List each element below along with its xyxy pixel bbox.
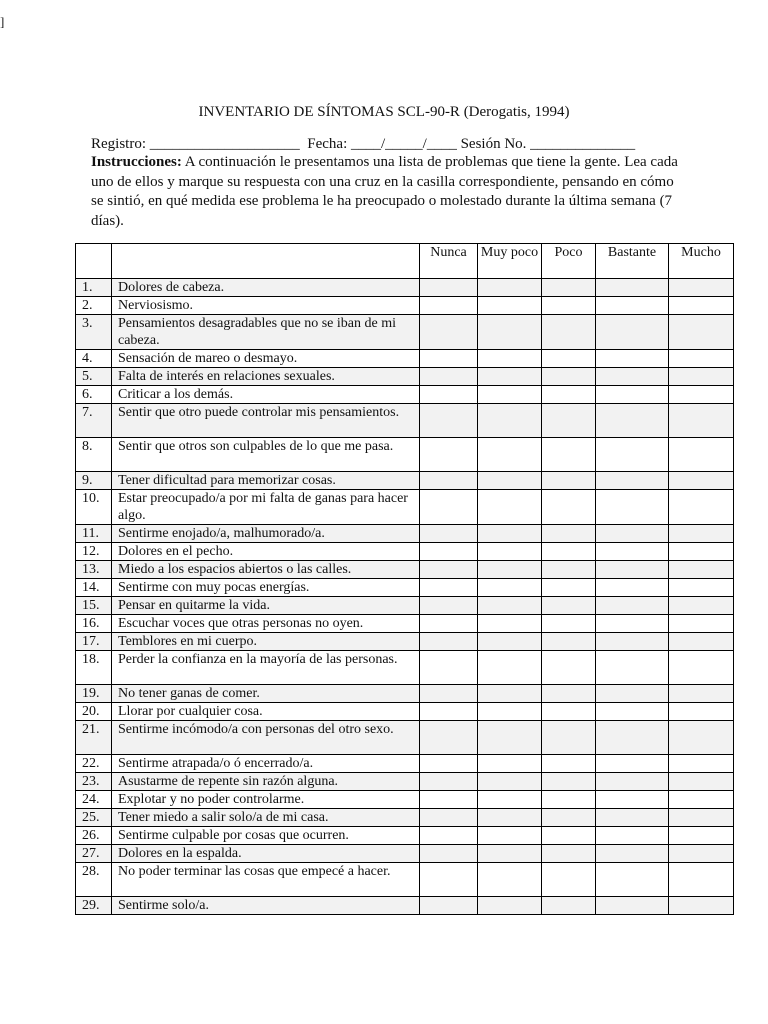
answer-cell-bastante[interactable]: [596, 525, 669, 543]
corner-mark: ]: [0, 14, 5, 29]
answer-cell-bastante[interactable]: [596, 773, 669, 791]
answer-cell-mucho[interactable]: [669, 703, 734, 721]
item-number: 3.: [76, 315, 112, 350]
answer-cell-poco[interactable]: [542, 773, 596, 791]
answer-cell-poco[interactable]: [542, 597, 596, 615]
item-text: No tener ganas de comer.: [112, 685, 420, 703]
answer-cell-mucho[interactable]: [669, 438, 734, 472]
answer-cell-poco[interactable]: [542, 525, 596, 543]
table-row: [76, 543, 734, 561]
answer-cell-bastante[interactable]: [596, 297, 669, 315]
table-row: [76, 438, 734, 472]
item-text: Perder la confianza en la mayoría de las personas.: [112, 651, 420, 685]
answer-cell-mucho[interactable]: [669, 297, 734, 315]
answer-cell-muy-poco[interactable]: [478, 633, 542, 651]
item-number: 2.: [76, 297, 112, 315]
answer-cell-poco[interactable]: [542, 404, 596, 438]
item-number: 14.: [76, 579, 112, 597]
table-row: [76, 827, 734, 845]
answer-cell-nunca[interactable]: [420, 721, 478, 755]
item-number: 11.: [76, 525, 112, 543]
answer-cell-poco[interactable]: [542, 315, 596, 350]
item-text: Miedo a los espacios abiertos o las calles.: [112, 561, 420, 579]
answer-cell-muy-poco[interactable]: [478, 773, 542, 791]
item-number: 4.: [76, 350, 112, 368]
answer-cell-nunca[interactable]: [420, 897, 478, 915]
answer-cell-mucho[interactable]: [669, 404, 734, 438]
answer-cell-bastante[interactable]: [596, 845, 669, 863]
answer-cell-nunca[interactable]: [420, 368, 478, 386]
item-text: Tener miedo a salir solo/a de mi casa.: [112, 809, 420, 827]
item-text: Sentir que otro puede controlar mis pensamientos.: [112, 404, 420, 438]
table-row: [76, 633, 734, 651]
table-row: [76, 703, 734, 721]
answer-cell-bastante[interactable]: [596, 543, 669, 561]
answer-cell-nunca[interactable]: [420, 279, 478, 297]
answer-cell-muy-poco[interactable]: [478, 721, 542, 755]
answer-cell-mucho[interactable]: [669, 685, 734, 703]
answer-cell-muy-poco[interactable]: [478, 703, 542, 721]
table-row: [76, 897, 734, 915]
answer-cell-mucho[interactable]: [669, 561, 734, 579]
answer-cell-mucho[interactable]: [669, 615, 734, 633]
answer-cell-muy-poco[interactable]: [478, 827, 542, 845]
header-num-cell: [76, 244, 112, 279]
item-text: Explotar y no poder controlarme.: [112, 791, 420, 809]
answer-cell-muy-poco[interactable]: [478, 297, 542, 315]
answer-cell-muy-poco[interactable]: [478, 685, 542, 703]
item-number: 15.: [76, 597, 112, 615]
table-header-row: [76, 244, 734, 279]
answer-cell-mucho[interactable]: [669, 543, 734, 561]
answer-cell-mucho[interactable]: [669, 845, 734, 863]
answer-cell-nunca[interactable]: [420, 773, 478, 791]
answer-cell-muy-poco[interactable]: [478, 438, 542, 472]
item-text: Llorar por cualquier cosa.: [112, 703, 420, 721]
answer-cell-muy-poco[interactable]: [478, 863, 542, 897]
answer-cell-nunca[interactable]: [420, 490, 478, 525]
item-text: Sentirme enojado/a, malhumorado/a.: [112, 525, 420, 543]
answer-cell-muy-poco[interactable]: [478, 809, 542, 827]
answer-cell-poco[interactable]: [542, 386, 596, 404]
item-number: 7.: [76, 404, 112, 438]
answer-cell-mucho[interactable]: [669, 597, 734, 615]
answer-cell-mucho[interactable]: [669, 827, 734, 845]
answer-cell-bastante[interactable]: [596, 561, 669, 579]
answer-cell-muy-poco[interactable]: [478, 791, 542, 809]
answer-cell-poco[interactable]: [542, 827, 596, 845]
answer-cell-muy-poco[interactable]: [478, 525, 542, 543]
answer-cell-poco[interactable]: [542, 561, 596, 579]
item-text: Pensamientos desagradables que no se iban de mi cabeza.: [112, 315, 420, 350]
answer-cell-poco[interactable]: [542, 633, 596, 651]
table-row: [76, 615, 734, 633]
answer-cell-poco[interactable]: [542, 490, 596, 525]
answer-cell-bastante[interactable]: [596, 791, 669, 809]
answer-cell-poco[interactable]: [542, 863, 596, 897]
answer-cell-muy-poco[interactable]: [478, 615, 542, 633]
answer-cell-poco[interactable]: [542, 845, 596, 863]
answer-cell-bastante[interactable]: [596, 579, 669, 597]
answer-cell-bastante[interactable]: [596, 863, 669, 897]
item-text: Sentirme atrapada/o ó encerrado/a.: [112, 755, 420, 773]
item-text: Criticar a los demás.: [112, 386, 420, 404]
answer-cell-mucho[interactable]: [669, 863, 734, 897]
table-row: [76, 350, 734, 368]
table-row: [76, 279, 734, 297]
answer-cell-poco[interactable]: [542, 755, 596, 773]
answer-cell-bastante[interactable]: [596, 279, 669, 297]
table-row: [76, 386, 734, 404]
answer-cell-muy-poco[interactable]: [478, 651, 542, 685]
item-text: Falta de interés en relaciones sexuales.: [112, 368, 420, 386]
answer-cell-muy-poco[interactable]: [478, 579, 542, 597]
answer-cell-muy-poco[interactable]: [478, 490, 542, 525]
answer-cell-bastante[interactable]: [596, 315, 669, 350]
answer-cell-bastante[interactable]: [596, 685, 669, 703]
answer-cell-nunca[interactable]: [420, 827, 478, 845]
item-text: Temblores en mi cuerpo.: [112, 633, 420, 651]
answer-cell-bastante[interactable]: [596, 438, 669, 472]
item-number: 29.: [76, 897, 112, 915]
item-text: Nerviosismo.: [112, 297, 420, 315]
answer-cell-nunca[interactable]: [420, 755, 478, 773]
answer-cell-nunca[interactable]: [420, 845, 478, 863]
item-number: 19.: [76, 685, 112, 703]
answer-cell-mucho[interactable]: [669, 279, 734, 297]
item-text: Asustarme de repente sin razón alguna.: [112, 773, 420, 791]
answer-cell-nunca[interactable]: [420, 703, 478, 721]
column-header-poco: Poco: [542, 244, 596, 279]
answer-cell-mucho[interactable]: [669, 791, 734, 809]
registro-line[interactable]: Registro: ____________________ Fecha: ____/_____/____ Sesión No. ______________: [91, 136, 636, 152]
answer-cell-poco[interactable]: [542, 703, 596, 721]
item-number: 6.: [76, 386, 112, 404]
table-row: [76, 845, 734, 863]
item-text: No poder terminar las cosas que empecé a hacer.: [112, 863, 420, 897]
answer-cell-muy-poco[interactable]: [478, 561, 542, 579]
answer-cell-bastante[interactable]: [596, 755, 669, 773]
item-number: 26.: [76, 827, 112, 845]
table-row: [76, 685, 734, 703]
answer-cell-nunca[interactable]: [420, 438, 478, 472]
answer-cell-bastante[interactable]: [596, 897, 669, 915]
answer-cell-muy-poco[interactable]: [478, 897, 542, 915]
item-number: 8.: [76, 438, 112, 472]
answer-cell-poco[interactable]: [542, 279, 596, 297]
answer-cell-mucho[interactable]: [669, 809, 734, 827]
table-row: [76, 721, 734, 755]
table-row: [76, 297, 734, 315]
item-text: Sentirme solo/a.: [112, 897, 420, 915]
answer-cell-nunca[interactable]: [420, 615, 478, 633]
table-row: [76, 863, 734, 897]
answer-cell-mucho[interactable]: [669, 773, 734, 791]
answer-cell-nunca[interactable]: [420, 685, 478, 703]
answer-cell-bastante[interactable]: [596, 404, 669, 438]
item-text: Dolores en el pecho.: [112, 543, 420, 561]
item-number: 27.: [76, 845, 112, 863]
answer-cell-bastante[interactable]: [596, 633, 669, 651]
answer-cell-bastante[interactable]: [596, 827, 669, 845]
answer-cell-bastante[interactable]: [596, 472, 669, 490]
answer-cell-mucho[interactable]: [669, 368, 734, 386]
table-row: [76, 404, 734, 438]
item-number: 16.: [76, 615, 112, 633]
item-number: 28.: [76, 863, 112, 897]
item-number: 13.: [76, 561, 112, 579]
answer-cell-mucho[interactable]: [669, 386, 734, 404]
answer-cell-muy-poco[interactable]: [478, 597, 542, 615]
instructions-label: Instrucciones:: [91, 154, 182, 170]
item-number: 24.: [76, 791, 112, 809]
answer-cell-poco[interactable]: [542, 472, 596, 490]
answer-cell-mucho[interactable]: [669, 579, 734, 597]
table-row: [76, 773, 734, 791]
item-text: Sentirme culpable por cosas que ocurren.: [112, 827, 420, 845]
answer-cell-poco[interactable]: [542, 368, 596, 386]
item-number: 25.: [76, 809, 112, 827]
column-header-muy-poco: Muy poco: [478, 244, 542, 279]
answer-cell-mucho[interactable]: [669, 525, 734, 543]
answer-cell-mucho[interactable]: [669, 315, 734, 350]
item-number: 1.: [76, 279, 112, 297]
item-text: Dolores en la espalda.: [112, 845, 420, 863]
answer-cell-muy-poco[interactable]: [478, 315, 542, 350]
answer-cell-muy-poco[interactable]: [478, 386, 542, 404]
item-number: 5.: [76, 368, 112, 386]
item-number: 17.: [76, 633, 112, 651]
item-text: Pensar en quitarme la vida.: [112, 597, 420, 615]
answer-cell-muy-poco[interactable]: [478, 755, 542, 773]
answer-cell-nunca[interactable]: [420, 597, 478, 615]
answer-cell-poco[interactable]: [542, 438, 596, 472]
item-number: 18.: [76, 651, 112, 685]
item-text: Sentirme incómodo/a con personas del otro sexo.: [112, 721, 420, 755]
answer-cell-poco[interactable]: [542, 721, 596, 755]
answer-cell-nunca[interactable]: [420, 633, 478, 651]
answer-cell-nunca[interactable]: [420, 350, 478, 368]
item-number: 21.: [76, 721, 112, 755]
answer-cell-mucho[interactable]: [669, 350, 734, 368]
answer-cell-bastante[interactable]: [596, 386, 669, 404]
item-number: 9.: [76, 472, 112, 490]
page-title: INVENTARIO DE SÍNTOMAS SCL-90-R (Derogatis, 1994): [198, 104, 570, 120]
item-text: Escuchar voces que otras personas no oyen.: [112, 615, 420, 633]
answer-cell-nunca[interactable]: [420, 561, 478, 579]
answer-cell-nunca[interactable]: [420, 791, 478, 809]
answer-cell-nunca[interactable]: [420, 386, 478, 404]
answer-cell-poco[interactable]: [542, 651, 596, 685]
item-text: Tener dificultad para memorizar cosas.: [112, 472, 420, 490]
answer-cell-mucho[interactable]: [669, 755, 734, 773]
answer-cell-mucho[interactable]: [669, 721, 734, 755]
item-number: 23.: [76, 773, 112, 791]
table-row: [76, 791, 734, 809]
answer-cell-muy-poco[interactable]: [478, 368, 542, 386]
answer-cell-muy-poco[interactable]: [478, 845, 542, 863]
answer-cell-nunca[interactable]: [420, 472, 478, 490]
answer-cell-muy-poco[interactable]: [478, 543, 542, 561]
answer-cell-poco[interactable]: [542, 297, 596, 315]
header-item-cell: [112, 244, 420, 279]
answer-cell-bastante[interactable]: [596, 721, 669, 755]
symptom-table: [75, 243, 734, 915]
table-row: [76, 525, 734, 543]
answer-cell-nunca[interactable]: [420, 863, 478, 897]
item-text: Sentir que otros son culpables de lo que me pasa.: [112, 438, 420, 472]
table-row: [76, 809, 734, 827]
answer-cell-bastante[interactable]: [596, 350, 669, 368]
answer-cell-bastante[interactable]: [596, 809, 669, 827]
column-header-bastante: Bastante: [596, 244, 669, 279]
table-row: [76, 368, 734, 386]
answer-cell-poco[interactable]: [542, 579, 596, 597]
answer-cell-bastante[interactable]: [596, 490, 669, 525]
table-row: [76, 315, 734, 350]
answer-cell-nunca[interactable]: [420, 297, 478, 315]
table-row: [76, 561, 734, 579]
answer-cell-poco[interactable]: [542, 897, 596, 915]
table-row: [76, 651, 734, 685]
answer-cell-poco[interactable]: [542, 685, 596, 703]
item-number: 20.: [76, 703, 112, 721]
answer-cell-poco[interactable]: [542, 543, 596, 561]
answer-cell-nunca[interactable]: [420, 315, 478, 350]
table-row: [76, 472, 734, 490]
answer-cell-poco[interactable]: [542, 350, 596, 368]
answer-cell-mucho[interactable]: [669, 897, 734, 915]
answer-cell-nunca[interactable]: [420, 525, 478, 543]
table-row: [76, 579, 734, 597]
table-row: [76, 597, 734, 615]
item-text: Sensación de mareo o desmayo.: [112, 350, 420, 368]
answer-cell-mucho[interactable]: [669, 490, 734, 525]
answer-cell-poco[interactable]: [542, 615, 596, 633]
instructions-paragraph: [91, 153, 681, 231]
answer-cell-nunca[interactable]: [420, 579, 478, 597]
answer-cell-bastante[interactable]: [596, 597, 669, 615]
column-header-mucho: Mucho: [669, 244, 734, 279]
item-text: Sentirme con muy pocas energías.: [112, 579, 420, 597]
answer-cell-mucho[interactable]: [669, 651, 734, 685]
answer-cell-bastante[interactable]: [596, 703, 669, 721]
item-text: Dolores de cabeza.: [112, 279, 420, 297]
answer-cell-nunca[interactable]: [420, 651, 478, 685]
answer-cell-bastante[interactable]: [596, 368, 669, 386]
answer-cell-poco[interactable]: [542, 791, 596, 809]
item-number: 10.: [76, 490, 112, 525]
answer-cell-poco[interactable]: [542, 809, 596, 827]
item-number: 12.: [76, 543, 112, 561]
item-number: 22.: [76, 755, 112, 773]
answer-cell-muy-poco[interactable]: [478, 350, 542, 368]
table-row: [76, 490, 734, 525]
table-body: [76, 279, 734, 915]
answer-cell-nunca[interactable]: [420, 543, 478, 561]
instructions-text: A continuación le presentamos una lista de problemas que tiene la gente. Lea cada uno de ellos y marque su respuesta con una cruz en la casilla correspondiente, pensando en cómo se sintió, en qué medida ese problema le ha preocupado o molestado durante la última semana (7 días).: [91, 154, 678, 229]
item-text: Estar preocupado/a por mi falta de ganas para hacer algo.: [112, 490, 420, 525]
answer-cell-muy-poco[interactable]: [478, 404, 542, 438]
answer-cell-mucho[interactable]: [669, 472, 734, 490]
answer-cell-nunca[interactable]: [420, 809, 478, 827]
column-header-nunca: Nunca: [420, 244, 478, 279]
answer-cell-muy-poco[interactable]: [478, 472, 542, 490]
answer-cell-nunca[interactable]: [420, 404, 478, 438]
answer-cell-mucho[interactable]: [669, 633, 734, 651]
answer-cell-bastante[interactable]: [596, 651, 669, 685]
answer-cell-muy-poco[interactable]: [478, 279, 542, 297]
table-row: [76, 755, 734, 773]
answer-cell-bastante[interactable]: [596, 615, 669, 633]
